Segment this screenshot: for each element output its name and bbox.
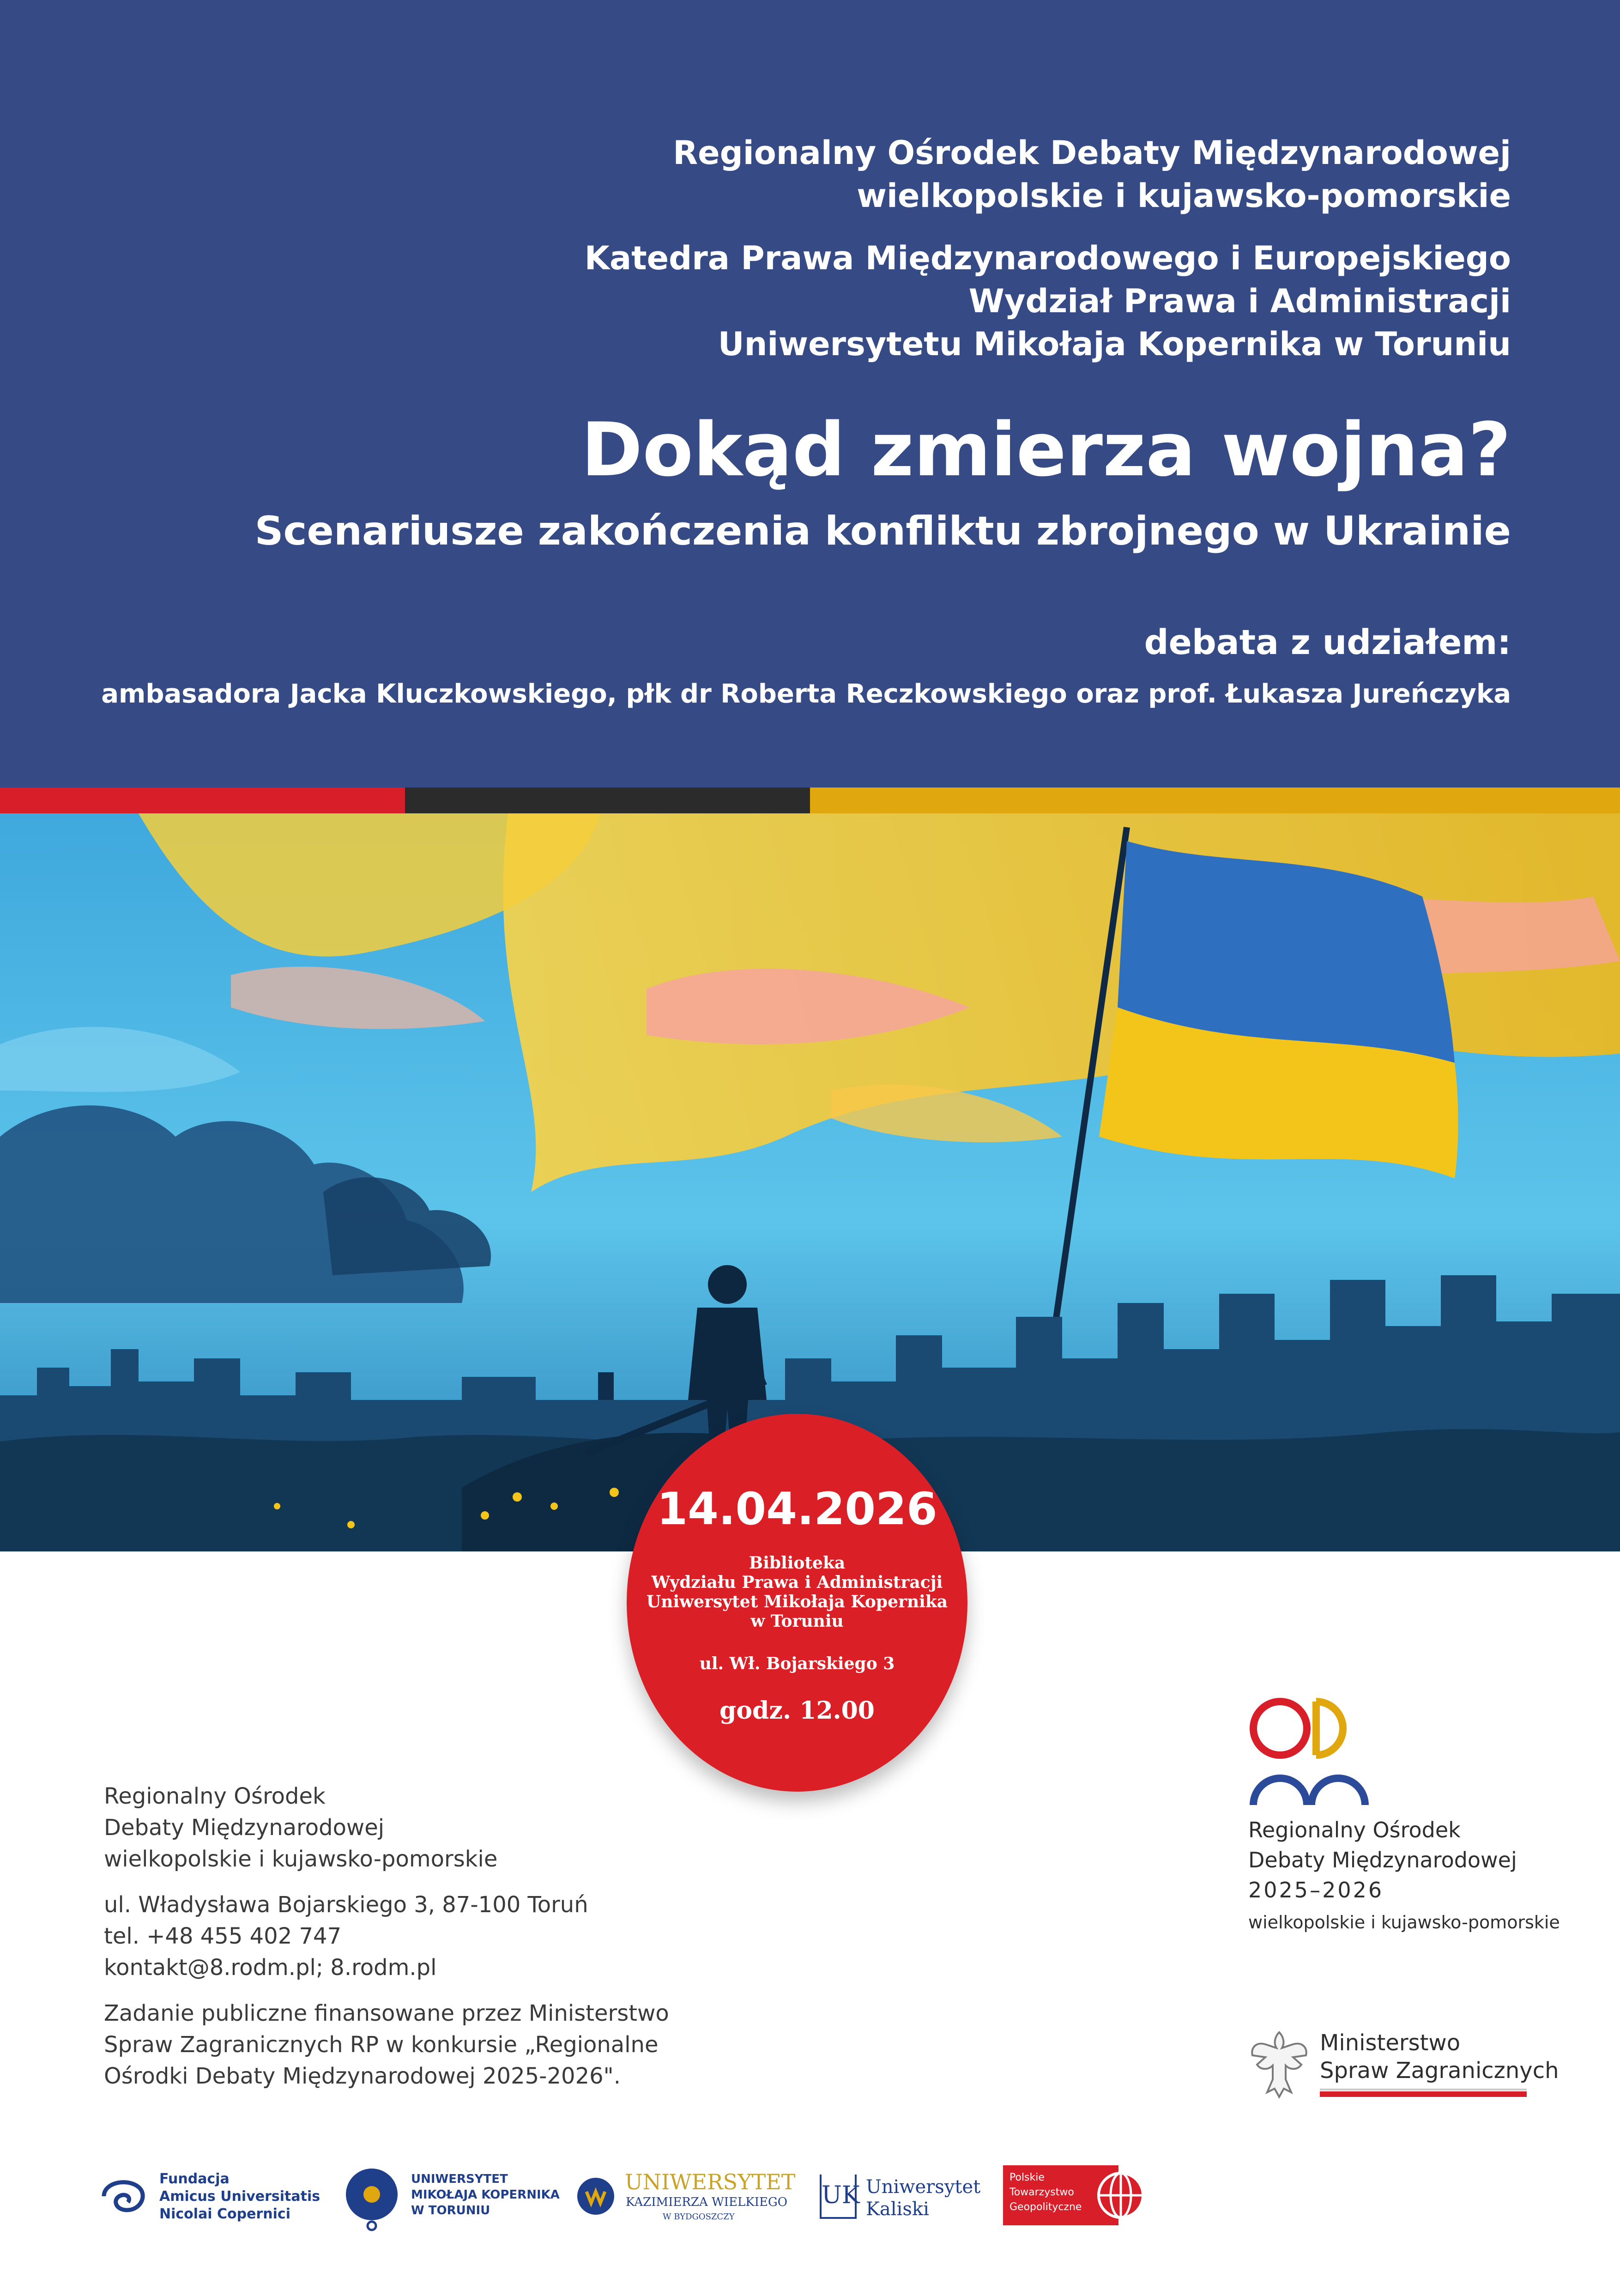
msz-logo-underline [1320, 2091, 1527, 2097]
event-time: godz. 12.00 [719, 1696, 875, 1725]
amicus-line3: Nicolai Copernici [159, 2206, 290, 2222]
contact-org-line1: Regionalny Ośrodek [104, 1783, 326, 1809]
event-address: ul. Wł. Bojarskiego 3 [699, 1654, 895, 1673]
department-line2: Wydział Prawa i Administracji [968, 282, 1511, 320]
rodm-logo-line3: 2025–2026 [1248, 1878, 1384, 1902]
amicus-spiral-icon [99, 2175, 150, 2217]
contact-phone: tel. +48 455 402 747 [104, 1923, 342, 1949]
funding-line3: Ośrodki Debaty Międzynarodowej 2025-2026". [104, 2063, 621, 2089]
org-name-line1: Regionalny Ośrodek Debaty Międzynarodowej [673, 134, 1511, 172]
contact-org-line3: wielkopolskie i kujawsko-pomorskie [104, 1846, 498, 1872]
eagle-emblem-icon [1247, 2028, 1312, 2102]
ukw-line3: W BYDGOSZCZY [663, 2212, 735, 2222]
uk-line1: Uniwersytet [866, 2176, 981, 2198]
accent-stripe-red [0, 788, 405, 813]
department-line1: Katedra Prawa Międzynarodowego i Europejskiego [584, 239, 1511, 277]
umk-line2: MIKOŁAJA KOPERNIKA [411, 2188, 560, 2202]
uk-line2: Kaliski [866, 2199, 929, 2220]
rodm-logo-line1: Regionalny Ośrodek [1248, 1817, 1461, 1842]
msz-logo-underline-grey [1320, 2089, 1527, 2090]
uniwersytet-kaliski-logo[interactable] [820, 2170, 986, 2230]
umk-logo[interactable] [344, 2164, 560, 2233]
department-line3: Uniwersytetu Mikołaja Kopernika w Toruniu [718, 325, 1511, 363]
ukw-line1: UNIWERSYTET [625, 2169, 796, 2194]
amicus-foundation-logo[interactable] [99, 2166, 320, 2231]
event-info-circle [627, 1414, 967, 1792]
debate-label: debata z udziałem: [1144, 623, 1511, 662]
ptg-line2: Towarzystwo [1009, 2187, 1074, 2198]
venue-line4: w Toruniu [750, 1611, 844, 1631]
accent-stripe-black [405, 788, 810, 813]
rodm-logo-line4: wielkopolskie i kujawsko-pomorskie [1248, 1912, 1560, 1933]
venue-line3: Uniwersytet Mikołaja Kopernika [646, 1592, 948, 1611]
umk-line1: UNIWERSYTET [411, 2172, 508, 2186]
uk-mark: UK [820, 2175, 857, 2219]
org-name-line2: wielkopolskie i kujawsko-pomorskie [857, 177, 1511, 215]
funding-line2: Spraw Zagranicznych RP w konkursie „Regionalne [104, 2032, 659, 2058]
ptg-line1: Polskie [1009, 2172, 1045, 2183]
ptg-logo[interactable] [1003, 2165, 1146, 2230]
event-date: 14.04.2026 [657, 1483, 937, 1535]
funding-line1: Zadanie publiczne finansowane przez Ministerstwo [104, 2000, 669, 2026]
rodm-logo [1247, 1695, 1441, 1820]
rodm-logo-mark-icon [1247, 1695, 1385, 1811]
contact-address: ul. Władysława Bojarskiego 3, 87-100 Toruń [104, 1892, 588, 1918]
accent-stripe-gold [810, 788, 1620, 813]
contact-email[interactable]: kontakt@8.rodm.pl; 8.rodm.pl [104, 1955, 437, 1981]
msz-logo-line2: Spraw Zagranicznych [1320, 2058, 1559, 2084]
header-banner [0, 0, 1620, 788]
venue-line1: Biblioteka [749, 1553, 846, 1573]
ptg-line3: Geopolityczne [1009, 2201, 1082, 2213]
umk-emblem-icon [344, 2168, 399, 2232]
venue-line2: Wydziału Prawa i Administracji [651, 1573, 943, 1592]
ukw-logo[interactable] [575, 2169, 796, 2233]
contact-org-line2: Debaty Międzynarodowej [104, 1815, 385, 1841]
globe-icon [1095, 2170, 1146, 2221]
event-subtitle: Scenariusze zakończenia konfliktu zbrojnego w Ukrainie [254, 508, 1511, 554]
ukw-crest-icon [575, 2173, 617, 2219]
amicus-line2: Amicus Universitatis [159, 2188, 320, 2205]
ukw-line2: KAZIMIERZA WIELKIEGO [626, 2195, 788, 2209]
participants: ambasadora Jacka Kluczkowskiego, płk dr Roberta Reczkowskiego oraz prof. Łukasza Jureńczyka [101, 679, 1511, 709]
msz-logo-line1: Ministerstwo [1320, 2030, 1461, 2056]
amicus-line1: Fundacja [159, 2171, 230, 2187]
umk-line3: W TORUNIU [411, 2204, 490, 2217]
event-title: Dokąd zmierza wojna? [581, 406, 1511, 493]
rodm-logo-line2: Debaty Międzynarodowej [1248, 1848, 1517, 1872]
